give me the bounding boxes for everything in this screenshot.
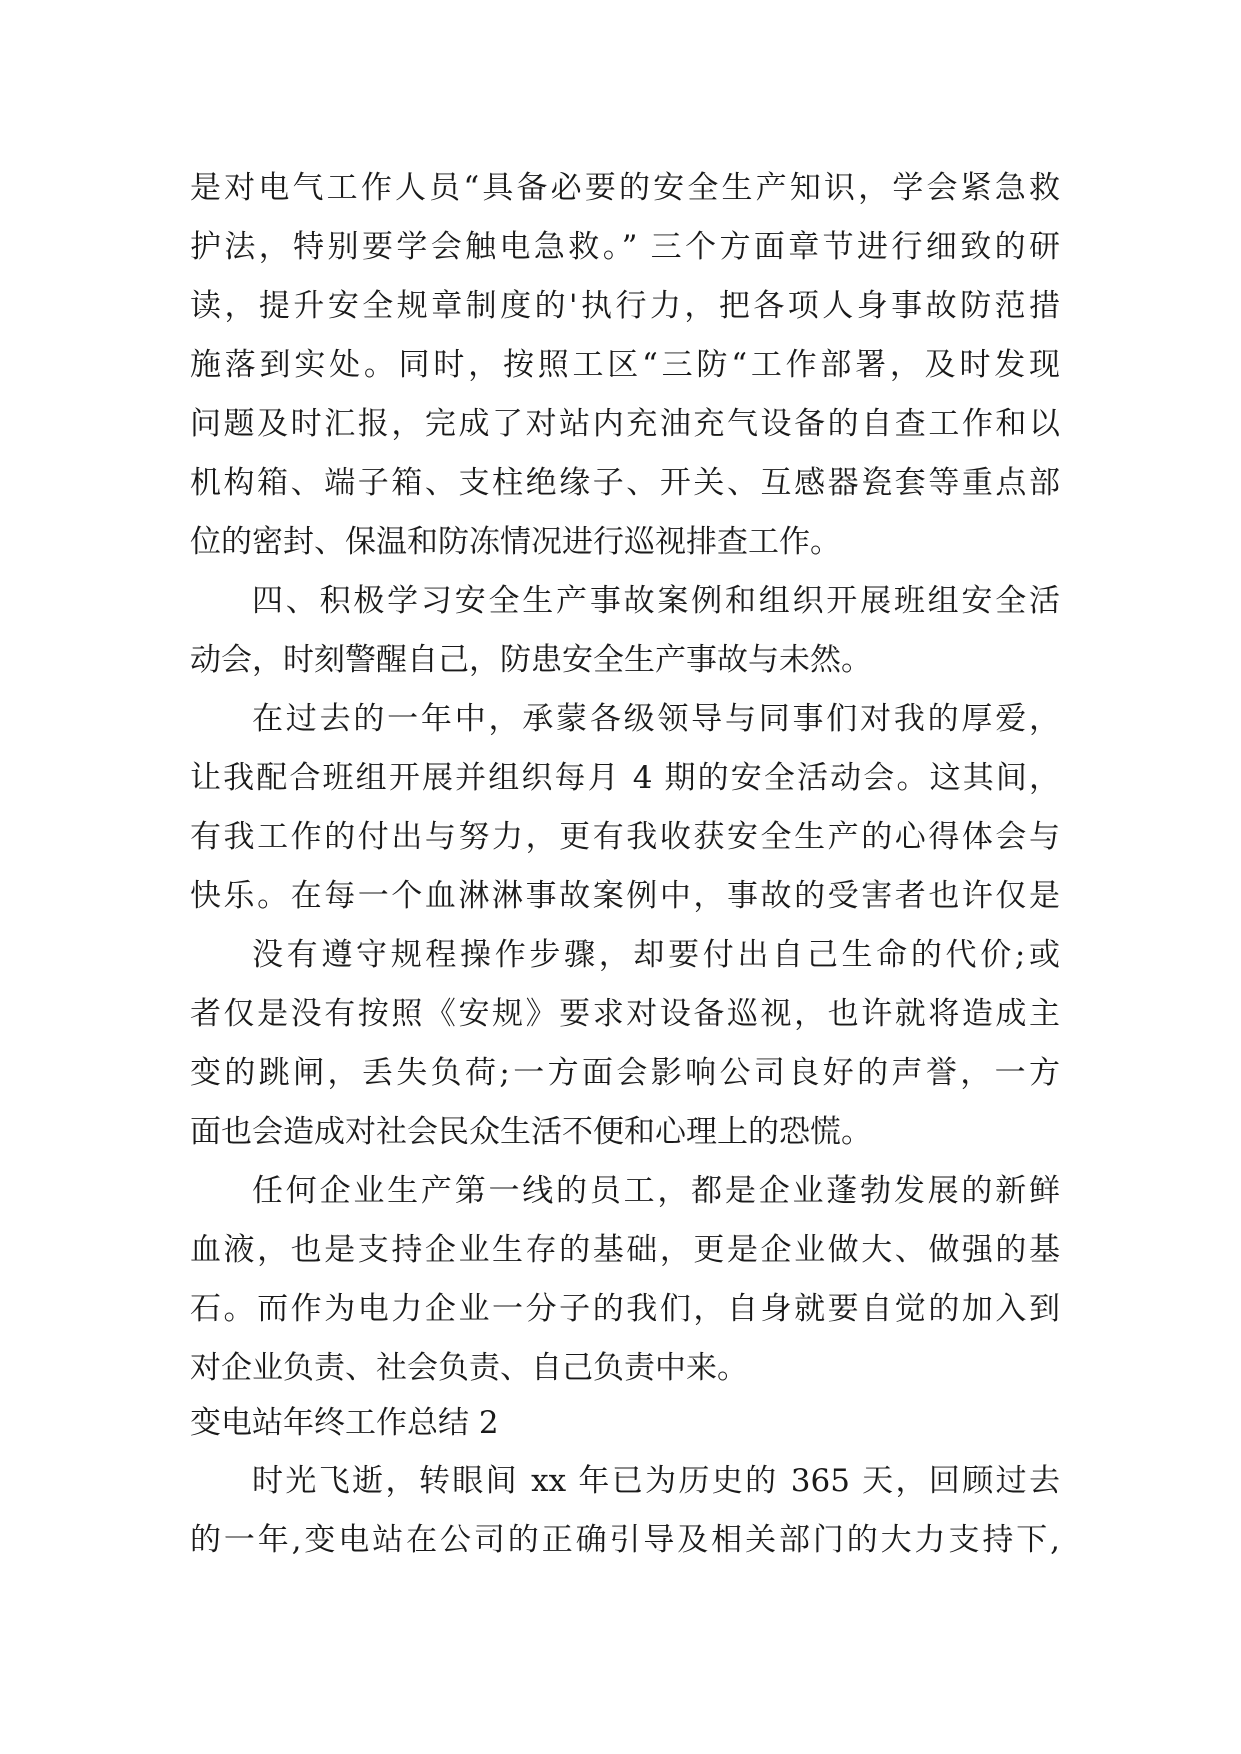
paragraph-line: 面也会造成对社会民众生活不便和心理上的恐慌。 [190,1114,872,1150]
paragraph-line: 在过去的一年中，承蒙各级领导与同事们对我的厚爱， [252,701,1060,737]
paragraph-line: 变的跳闸，丢失负荷;一方面会影响公司良好的声誉，一方 [190,1055,1060,1091]
paragraph-line: 没有遵守规程操作步骤，却要付出自己生命的代价;或 [252,937,1060,973]
paragraph-line: 让我配合班组开展并组织每月 4 期的安全活动会。这其间， [190,760,1060,796]
paragraph-line: 问题及时汇报，完成了对站内充油充气设备的自查工作和以 [190,406,1060,442]
section-heading: 变电站年终工作总结 2 [190,1405,499,1441]
paragraph-line: 四、积极学习安全生产事故案例和组织开展班组安全活 [252,583,1060,619]
paragraph-line: 血液，也是支持企业生存的基础，更是企业做大、做强的基 [190,1232,1060,1268]
paragraph-line: 机构箱、端子箱、支柱绝缘子、开关、互感器瓷套等重点部 [190,465,1060,501]
paragraph-line: 对企业负责、社会负责、自己负责中来。 [190,1350,748,1386]
paragraph-line: 石。而作为电力企业一分子的我们，自身就要自觉的加入到 [190,1291,1060,1327]
paragraph-line: 时光飞逝，转眼间 xx 年已为历史的 365 天，回顾过去 [252,1463,1060,1499]
paragraph-line: 者仅是没有按照《安规》要求对设备巡视，也许就将造成主 [190,996,1060,1032]
paragraph-line: 有我工作的付出与努力，更有我收获安全生产的心得体会与 [190,819,1060,855]
paragraph-line: 施落到实处。同时，按照工区“三防“工作部署，及时发现 [190,347,1060,383]
paragraph-line: 位的密封、保温和防冻情况进行巡视排查工作。 [190,524,841,560]
paragraph-line: 读，提升安全规章制度的'执行力，把各项人身事故防范措 [190,288,1060,324]
paragraph-line: 动会，时刻警醒自己，防患安全生产事故与未然。 [190,642,872,678]
paragraph-line: 任何企业生产第一线的员工，都是企业蓬勃发展的新鲜 [252,1173,1060,1209]
paragraph-line: 是对电气工作人员“具备必要的安全生产知识，学会紧急救 [190,170,1060,206]
paragraph-line: 快乐。在每一个血淋淋事故案例中，事故的受害者也许仅是 [190,878,1060,914]
paragraph-line: 的一年,变电站在公司的正确引导及相关部门的大力支持下, [190,1522,1060,1558]
paragraph-line: 护法，特别要学会触电急救。” 三个方面章节进行细致的研 [190,229,1060,265]
